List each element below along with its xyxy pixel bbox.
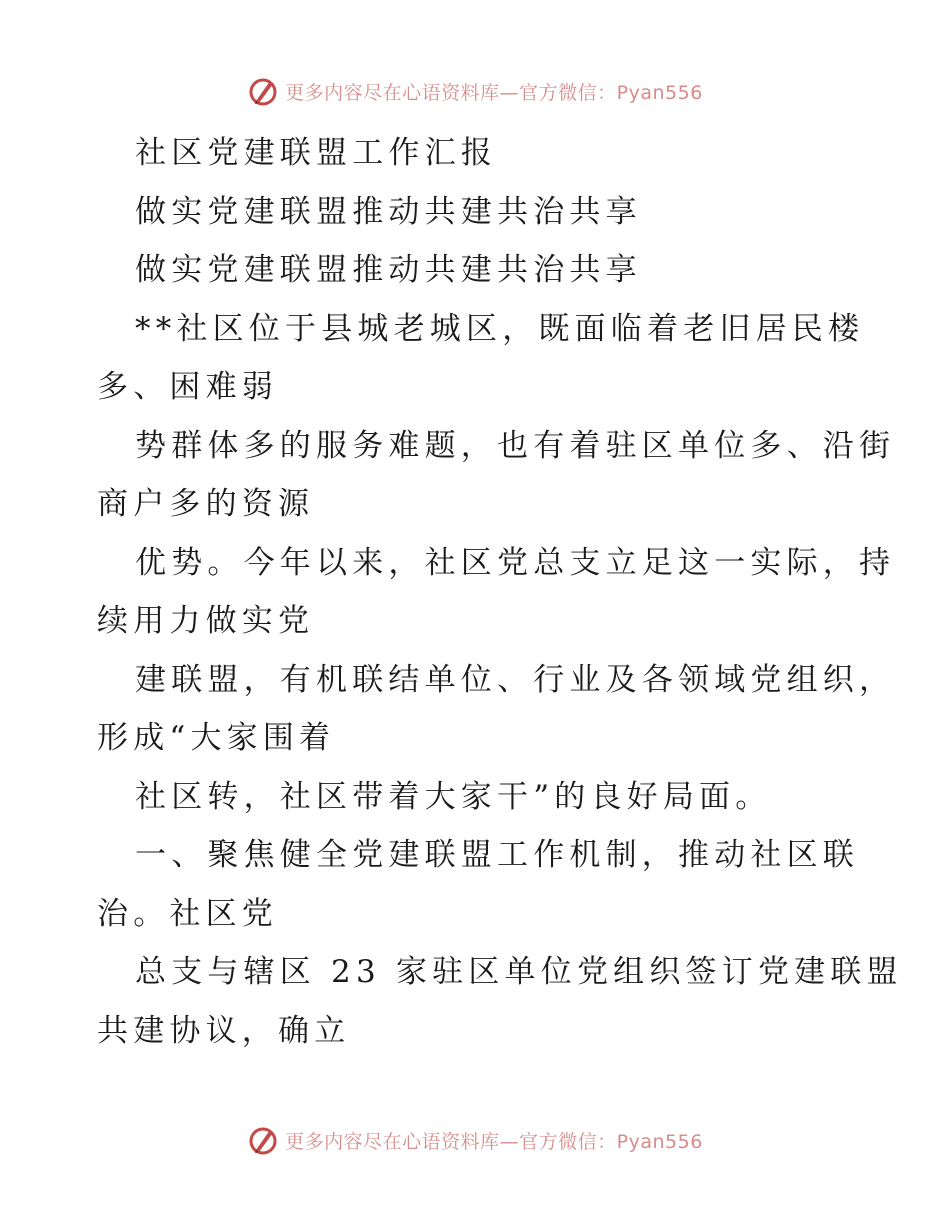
text-line: 做实党建联盟推动共建共治共享 [135,193,642,230]
text-line: 续用力做实党 [97,603,315,639]
text-line: 势群体多的服务难题，也有着驻区单位多、沿街 [135,427,896,464]
text-line: 多、困难弱 [97,369,278,405]
text-line: 优势。今年以来，社区党总支立足这一实际，持 [135,544,896,581]
text-line: 社区党建联盟工作汇报 [135,135,497,171]
text-line: 一、聚焦健全党建联盟工作机制，推动社区联 [135,837,859,873]
text-line: 治。社区党 [97,895,278,932]
text-line: 做实党建联盟推动共建共治共享 [135,252,642,288]
document-body [97,124,903,1060]
pen-circle-icon [247,75,279,107]
footer-watermark [0,1120,950,1160]
pen-circle-icon [247,1124,279,1156]
text-line: 形成“大家围着 [97,720,336,756]
watermark-text: 更多内容尽在心语资料库—官方微信：Pyan556 [285,1130,703,1153]
text-line: 共建协议，确立 [97,1012,351,1049]
text-line: 建联盟，有机联结单位、行业及各领域党组织， [135,661,896,698]
header-watermark [0,71,950,111]
text-line: **社区位于县城老城区，既面临着老旧居民楼 [135,310,865,347]
text-line: 社区转，社区带着大家干”的良好局面。 [135,778,772,815]
text-line: 商户多的资源 [97,486,315,522]
watermark-text: 更多内容尽在心语资料库—官方微信：Pyan556 [285,81,703,104]
text-line: 总支与辖区 23 家驻区单位党组织签订党建联盟 [135,954,903,990]
